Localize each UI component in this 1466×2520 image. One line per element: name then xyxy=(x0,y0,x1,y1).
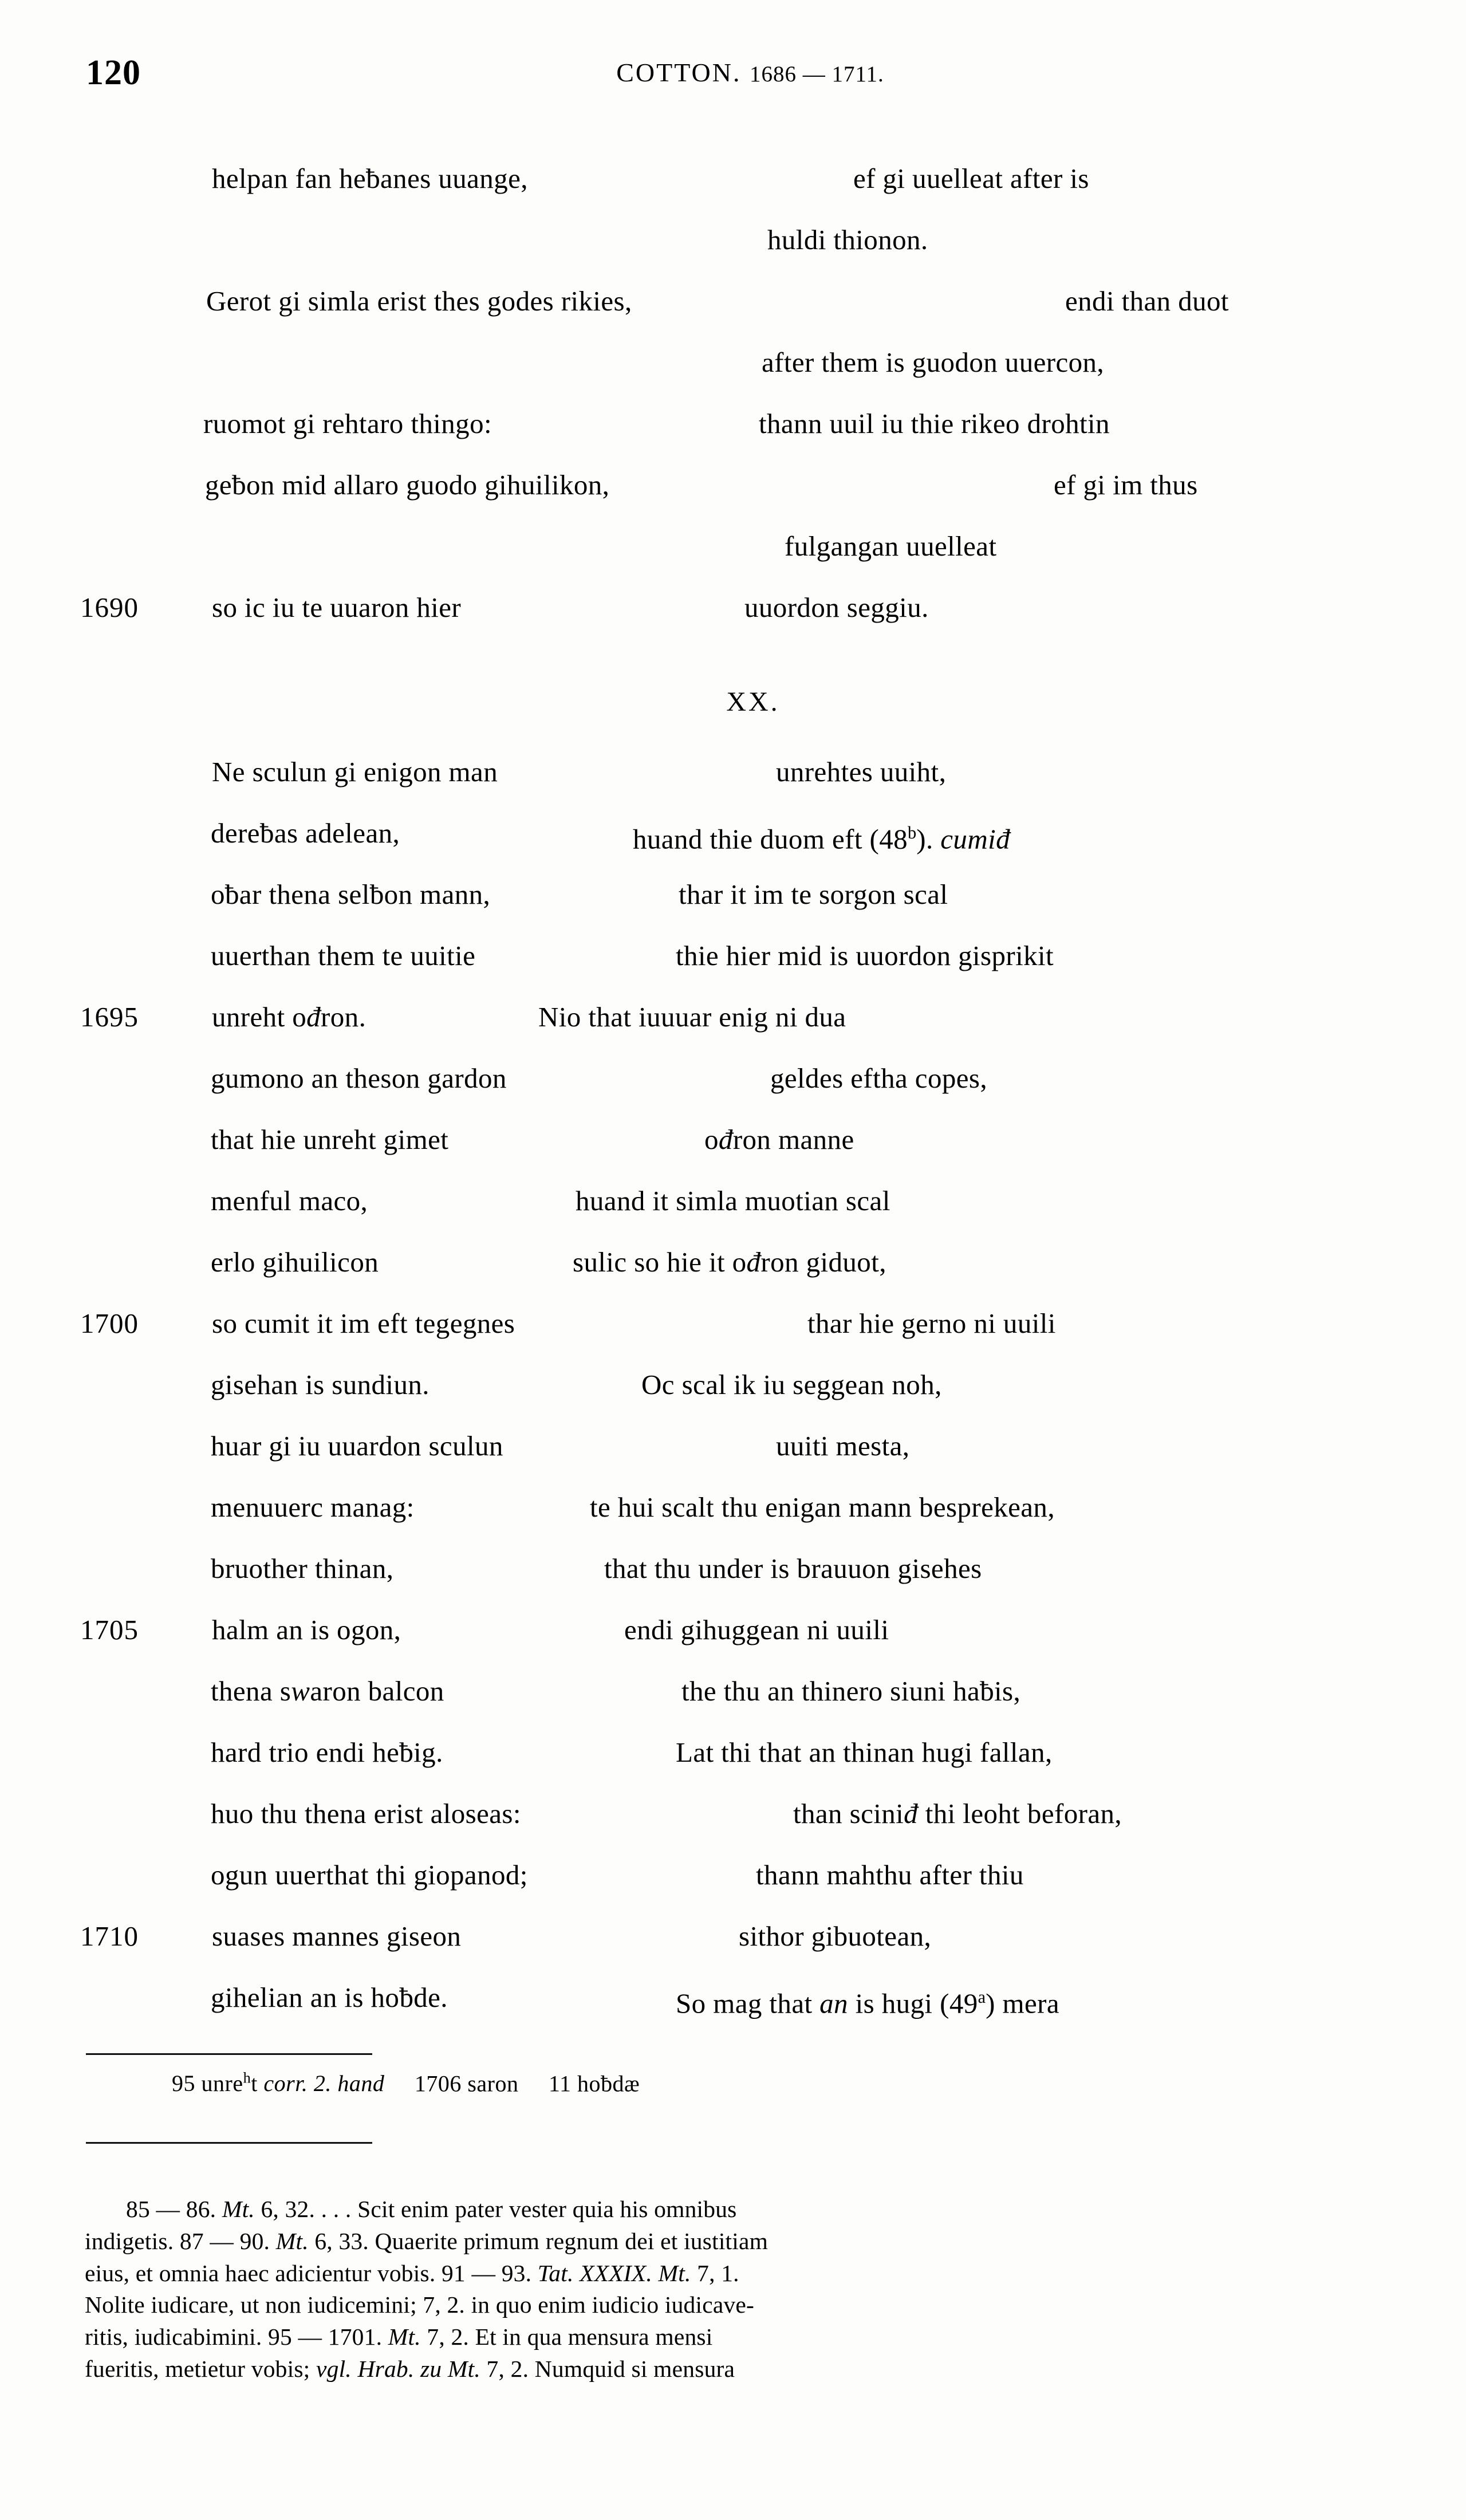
verse-line xyxy=(0,1231,1466,1293)
verse-line xyxy=(0,1844,1466,1905)
verse-half-b: thann mahthu after thiu xyxy=(756,1859,1024,1891)
commentary-text: fueritis, metietur vobis; xyxy=(85,2356,316,2383)
commentary-text: 85 — 86. xyxy=(126,2196,222,2222)
verse-line xyxy=(0,515,1466,577)
verse-half-a: uuerthan them te uuitie xyxy=(211,940,476,971)
commentary-text xyxy=(652,2260,659,2286)
verse-line xyxy=(0,270,1466,332)
verse-line xyxy=(0,1722,1466,1783)
verse-line xyxy=(0,1109,1466,1170)
verse-half-a: Ne sculun gi enigon man xyxy=(212,756,498,788)
verse-half-a: huar gi iu uuardon sculun xyxy=(211,1430,503,1462)
verse-line xyxy=(0,1660,1466,1722)
verse-line-number: 1710 xyxy=(80,1920,139,1952)
commentary-text: indigetis. 87 — 90. xyxy=(85,2227,276,2254)
commentary-citation: Mt. xyxy=(222,2196,255,2222)
verse-half-a: menuuerc manag: xyxy=(211,1491,415,1523)
verse-half-a: gisehan is sundiun. xyxy=(211,1369,429,1400)
commentary-citation: vgl. Hrab. zu Mt. xyxy=(316,2356,480,2383)
italic-letter: đ xyxy=(306,1001,321,1033)
section-number: XX. xyxy=(726,687,780,717)
verse-half-b: the thu an thinero siuni haƀis, xyxy=(681,1675,1021,1707)
apparatus-gap xyxy=(519,2070,549,2096)
commentary-text: Nolite iudicare, ut non iudicemini; 7, 2. in quo enim iudicio iudicave- xyxy=(85,2291,755,2318)
verse-half-a: ruomot gi rehtaro thingo: xyxy=(203,408,492,439)
commentary-line xyxy=(85,2353,1384,2385)
folio-marker: b xyxy=(908,823,917,842)
commentary-citation: Mt. xyxy=(275,2227,309,2254)
verse-half-a: gihelian an is hoƀde. xyxy=(211,1982,448,2013)
commentary-text: 7, 2. Numquid si mensura xyxy=(480,2356,735,2383)
verse-half-a: geƀon mid allaro guodo gihuilikon, xyxy=(205,469,610,501)
verse-half-a: erlo gihuilicon xyxy=(211,1246,379,1278)
verse-line xyxy=(0,1538,1466,1599)
verse-line xyxy=(0,148,1466,209)
verse-half-b: huand it simla muotian scal xyxy=(576,1185,890,1216)
verse-line xyxy=(0,1415,1466,1476)
section-heading-row xyxy=(0,638,1466,741)
commentary-text: eius, et omnia haec adicientur vobis. 91 — 93. xyxy=(85,2259,538,2286)
verse-half-b: endi than duot xyxy=(1065,285,1229,317)
apparatus-gap xyxy=(384,2070,415,2096)
verse-half-b: So mag that an is hugi (49$^a$) mera xyxy=(676,1987,1060,2019)
italic-word: an xyxy=(819,1987,848,2019)
italic-word: cumiđ xyxy=(940,823,1011,855)
verse-line xyxy=(0,1599,1466,1660)
verse-line xyxy=(0,454,1466,515)
apparatus-note: corr. 2. hand xyxy=(263,2070,385,2097)
verse-half-a: huo thu thena erist aloseas: xyxy=(211,1798,521,1829)
verse-line xyxy=(0,1293,1466,1354)
commentary-line xyxy=(85,2289,1384,2321)
commentary-line xyxy=(85,2194,1384,2226)
verse-half-a: that hie unreht gimet xyxy=(211,1124,449,1155)
running-title-years: 1686 — 1711. xyxy=(749,62,884,86)
apparatus-rule-top xyxy=(86,2053,372,2055)
verse-line xyxy=(0,1476,1466,1538)
verse-half-b: te hui scalt thu enigan mann besprekean, xyxy=(590,1491,1055,1523)
verse-line xyxy=(0,393,1466,454)
verse-half-a: thena swaron balcon xyxy=(211,1675,444,1707)
apparatus-rule-bottom xyxy=(86,2142,372,2144)
commentary-text: ritis, iudicabimini. 95 — 1701. xyxy=(85,2324,388,2350)
verse-half-b: sithor gibuotean, xyxy=(739,1920,932,1952)
verse-line xyxy=(0,1354,1466,1415)
verse-line xyxy=(0,741,1466,802)
page-number: 120 xyxy=(86,53,141,92)
verse-body xyxy=(0,148,1466,2028)
apparatus-entry-1706: 1706 saron xyxy=(414,2070,519,2097)
running-title-text: COTTON. xyxy=(616,58,742,87)
verse-half-b: uuiti mesta, xyxy=(776,1430,910,1462)
verse-half-b: Oc scal ik iu seggean noh, xyxy=(641,1369,942,1400)
verse-half-b: sulic so hie it ođron giduot, xyxy=(573,1246,886,1278)
commentary-citation: Mt. xyxy=(388,2324,421,2350)
verse-line xyxy=(0,577,1466,638)
commentary-line xyxy=(85,2321,1384,2353)
verse-line-number: 1705 xyxy=(80,1614,139,1645)
verse-half-a: gumono an theson gardon xyxy=(211,1062,507,1094)
verse-line xyxy=(0,1170,1466,1231)
verse-line xyxy=(0,925,1466,986)
italic-letter: w xyxy=(291,1675,310,1707)
verse-half-a: bruother thinan, xyxy=(211,1553,394,1584)
verse-line xyxy=(0,209,1466,270)
folio-marker: a xyxy=(978,1987,986,2007)
verse-half-a: helpan fan heƀanes uuange, xyxy=(212,163,528,194)
verse-half-b: thar it im te sorgon scal xyxy=(679,879,948,910)
verse-half-a: Gerot gi simla erist thes godes rikies, xyxy=(206,285,632,317)
verse-half-a: oƀar thena selƀon mann, xyxy=(211,879,491,910)
verse-half-b: than sciniđ thi leoht beforan, xyxy=(793,1798,1122,1829)
verse-half-a: hard trio endi heƀig. xyxy=(211,1737,443,1768)
italic-letter: đ xyxy=(904,1798,919,1829)
verse-line xyxy=(0,986,1466,1048)
italic-letter: đ xyxy=(718,1124,733,1155)
verse-half-a: menful maco, xyxy=(211,1185,368,1216)
verse-line xyxy=(0,802,1466,864)
verse-line-number: 1690 xyxy=(80,592,139,623)
verse-half-a: so cumit it im eft tegegnes xyxy=(212,1308,515,1339)
verse-half-b: ef gi im thus xyxy=(1054,469,1198,501)
verse-line-number: 1695 xyxy=(80,1001,139,1033)
commentary-citation: Tat. XXXIX. xyxy=(537,2259,652,2286)
verse-half-a: unreht ođron. xyxy=(212,1001,366,1033)
apparatus-entry-95: 95 unre$^h$t corr. 2. hand xyxy=(172,2069,385,2097)
running-head xyxy=(0,55,1466,101)
running-title xyxy=(0,60,1466,86)
verse-half-b: huldi thionon. xyxy=(767,224,928,255)
superscript-h: h xyxy=(243,2069,251,2086)
verse-line xyxy=(0,1783,1466,1844)
commentary-line xyxy=(85,2258,1384,2290)
verse-line xyxy=(0,332,1466,393)
source-commentary xyxy=(85,2194,1384,2385)
verse-half-b: after them is guodon uuercon, xyxy=(762,346,1105,378)
verse-line xyxy=(0,864,1466,925)
verse-half-b: Lat thi that an thinan hugi fallan, xyxy=(676,1737,1053,1768)
verse-line xyxy=(0,1967,1466,2028)
commentary-text: 7, 2. Et in qua mensura mensi xyxy=(420,2324,713,2350)
apparatus-entry-11: 11 hoƀdæ xyxy=(549,2070,640,2097)
commentary-text: 6, 32. . . . Scit enim pater vester quia his omnibus xyxy=(254,2196,737,2222)
italic-letter: đ xyxy=(746,1246,761,1278)
verse-line xyxy=(0,1048,1466,1109)
verse-half-a: halm an is ogon, xyxy=(212,1614,401,1645)
commentary-text: 7, 1. xyxy=(691,2259,739,2286)
verse-half-b: unrehtes uuiht, xyxy=(776,756,947,788)
verse-half-b: thann uuil iu thie rikeo drohtin xyxy=(759,408,1110,439)
verse-half-b: Nio that iuuuar enig ni dua xyxy=(538,1001,846,1033)
verse-half-a: suases mannes giseon xyxy=(212,1920,462,1952)
verse-half-b: thar hie gerno ni uuili xyxy=(807,1308,1056,1339)
verse-half-b: ođron manne xyxy=(704,1124,854,1155)
apparatus-criticus xyxy=(172,2069,1380,2098)
commentary-citation: Mt. xyxy=(658,2259,691,2286)
verse-half-a: ogun uuerthat thi giopanod; xyxy=(211,1859,528,1891)
verse-half-a: dereƀas adelean, xyxy=(211,817,400,849)
verse-half-b: thie hier mid is uuordon gisprikit xyxy=(676,940,1054,971)
verse-half-b: huand thie duom eft (48$^b$). cumiđ xyxy=(633,823,1011,855)
verse-half-b: endi gihuggean ni uuili xyxy=(624,1614,889,1645)
verse-half-a: so ic iu te uuaron hier xyxy=(212,592,462,623)
commentary-line xyxy=(85,2226,1384,2258)
verse-line xyxy=(0,1905,1466,1967)
verse-half-b: ef gi uuelleat after is xyxy=(853,163,1089,194)
verse-half-b: geldes eftha copes, xyxy=(770,1062,988,1094)
verse-line-number: 1700 xyxy=(80,1308,139,1339)
verse-half-b: uuordon seggiu. xyxy=(744,592,929,623)
verse-half-b: that thu under is brauuon gisehes xyxy=(604,1553,982,1584)
verse-half-b: fulgangan uuelleat xyxy=(785,530,997,562)
commentary-text: 6, 33. Quaerite primum regnum dei et iustitiam xyxy=(308,2227,769,2254)
